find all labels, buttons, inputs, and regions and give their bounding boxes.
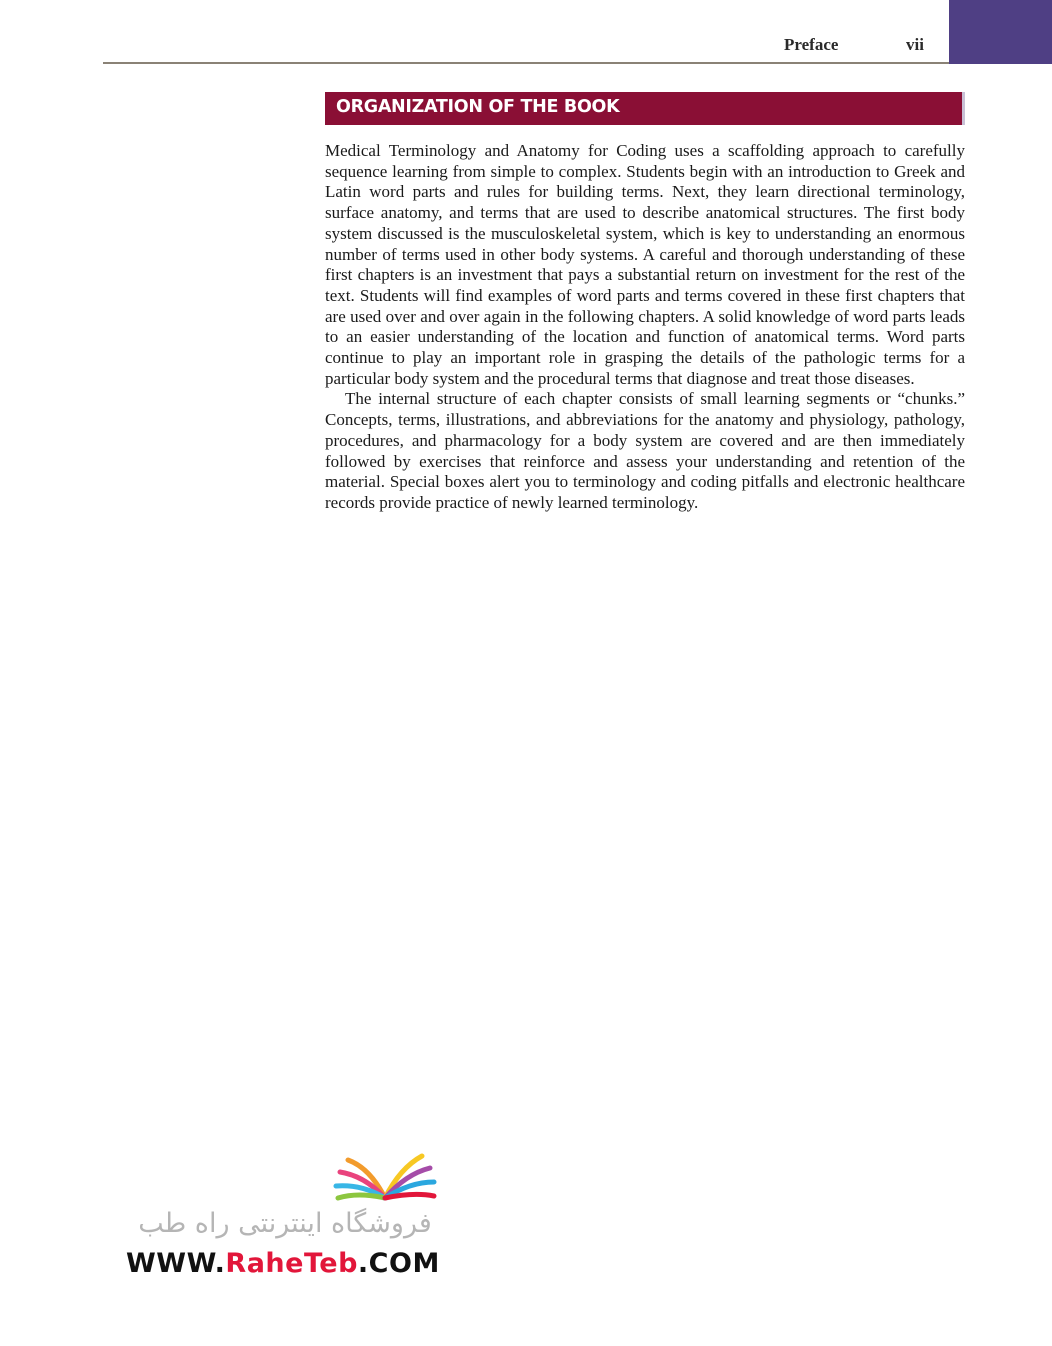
watermark-url-suffix: .COM: [357, 1248, 440, 1279]
section-heading: ORGANIZATION OF THE BOOK: [336, 97, 620, 117]
running-head-title: Preface: [784, 35, 839, 54]
open-book-rainbow-icon: [330, 1148, 440, 1208]
section-heading-bar: [325, 92, 965, 125]
page-number: vii: [906, 35, 924, 54]
watermark-persian-text: فروشگاه اینترنتی راه طب: [138, 1208, 432, 1239]
watermark-url-brand: RaheTeb: [225, 1248, 358, 1279]
watermark-url-prefix: WWW.: [126, 1248, 226, 1279]
watermark-url: [126, 1248, 440, 1279]
watermark: [120, 1148, 460, 1288]
section-body: [325, 141, 965, 514]
body-paragraph: The internal structure of each chapter consists of small learning segments or “chunks.” Concepts, terms, illustrations, and abbreviations for the anatomy and physiology, pathology, procedures, and pharmacology for a body system are covered and are then immediately followed by exercises that reinforce and assess your understanding and retention of the material. Special boxes alert you to terminology and coding pitfalls and electronic healthcare records provide practice of newly learned terminology.: [325, 389, 965, 512]
corner-color-tab: [949, 0, 1052, 64]
header-rule: [103, 62, 949, 64]
body-paragraph: Medical Terminology and Anatomy for Coding uses a scaffolding approach to carefully sequence learning from simple to complex. Students begin with an introduction to Greek and Latin word parts and rules for building terms. Next, they learn directional terminology, surface anatomy, and terms that are used to describe anatomical structures. The first body system discussed is the musculoskeletal system, which is key to understanding an enormous number of terms used in other body systems. A careful and thorough understanding of these first chapters is an investment that pays a substantial return on investment for the rest of the text. Students will find examples of word parts and terms covered in these first chapters that are used over and over again in the following chapters. A solid knowledge of word parts leads to an easier understanding of the location and function of anatomical terms. Word parts continue to play an important role in grasping the details of the pathologic terms for a particular body system and the procedural terms that diagnose and treat those diseases.: [325, 141, 965, 388]
page-header: [0, 0, 1052, 66]
